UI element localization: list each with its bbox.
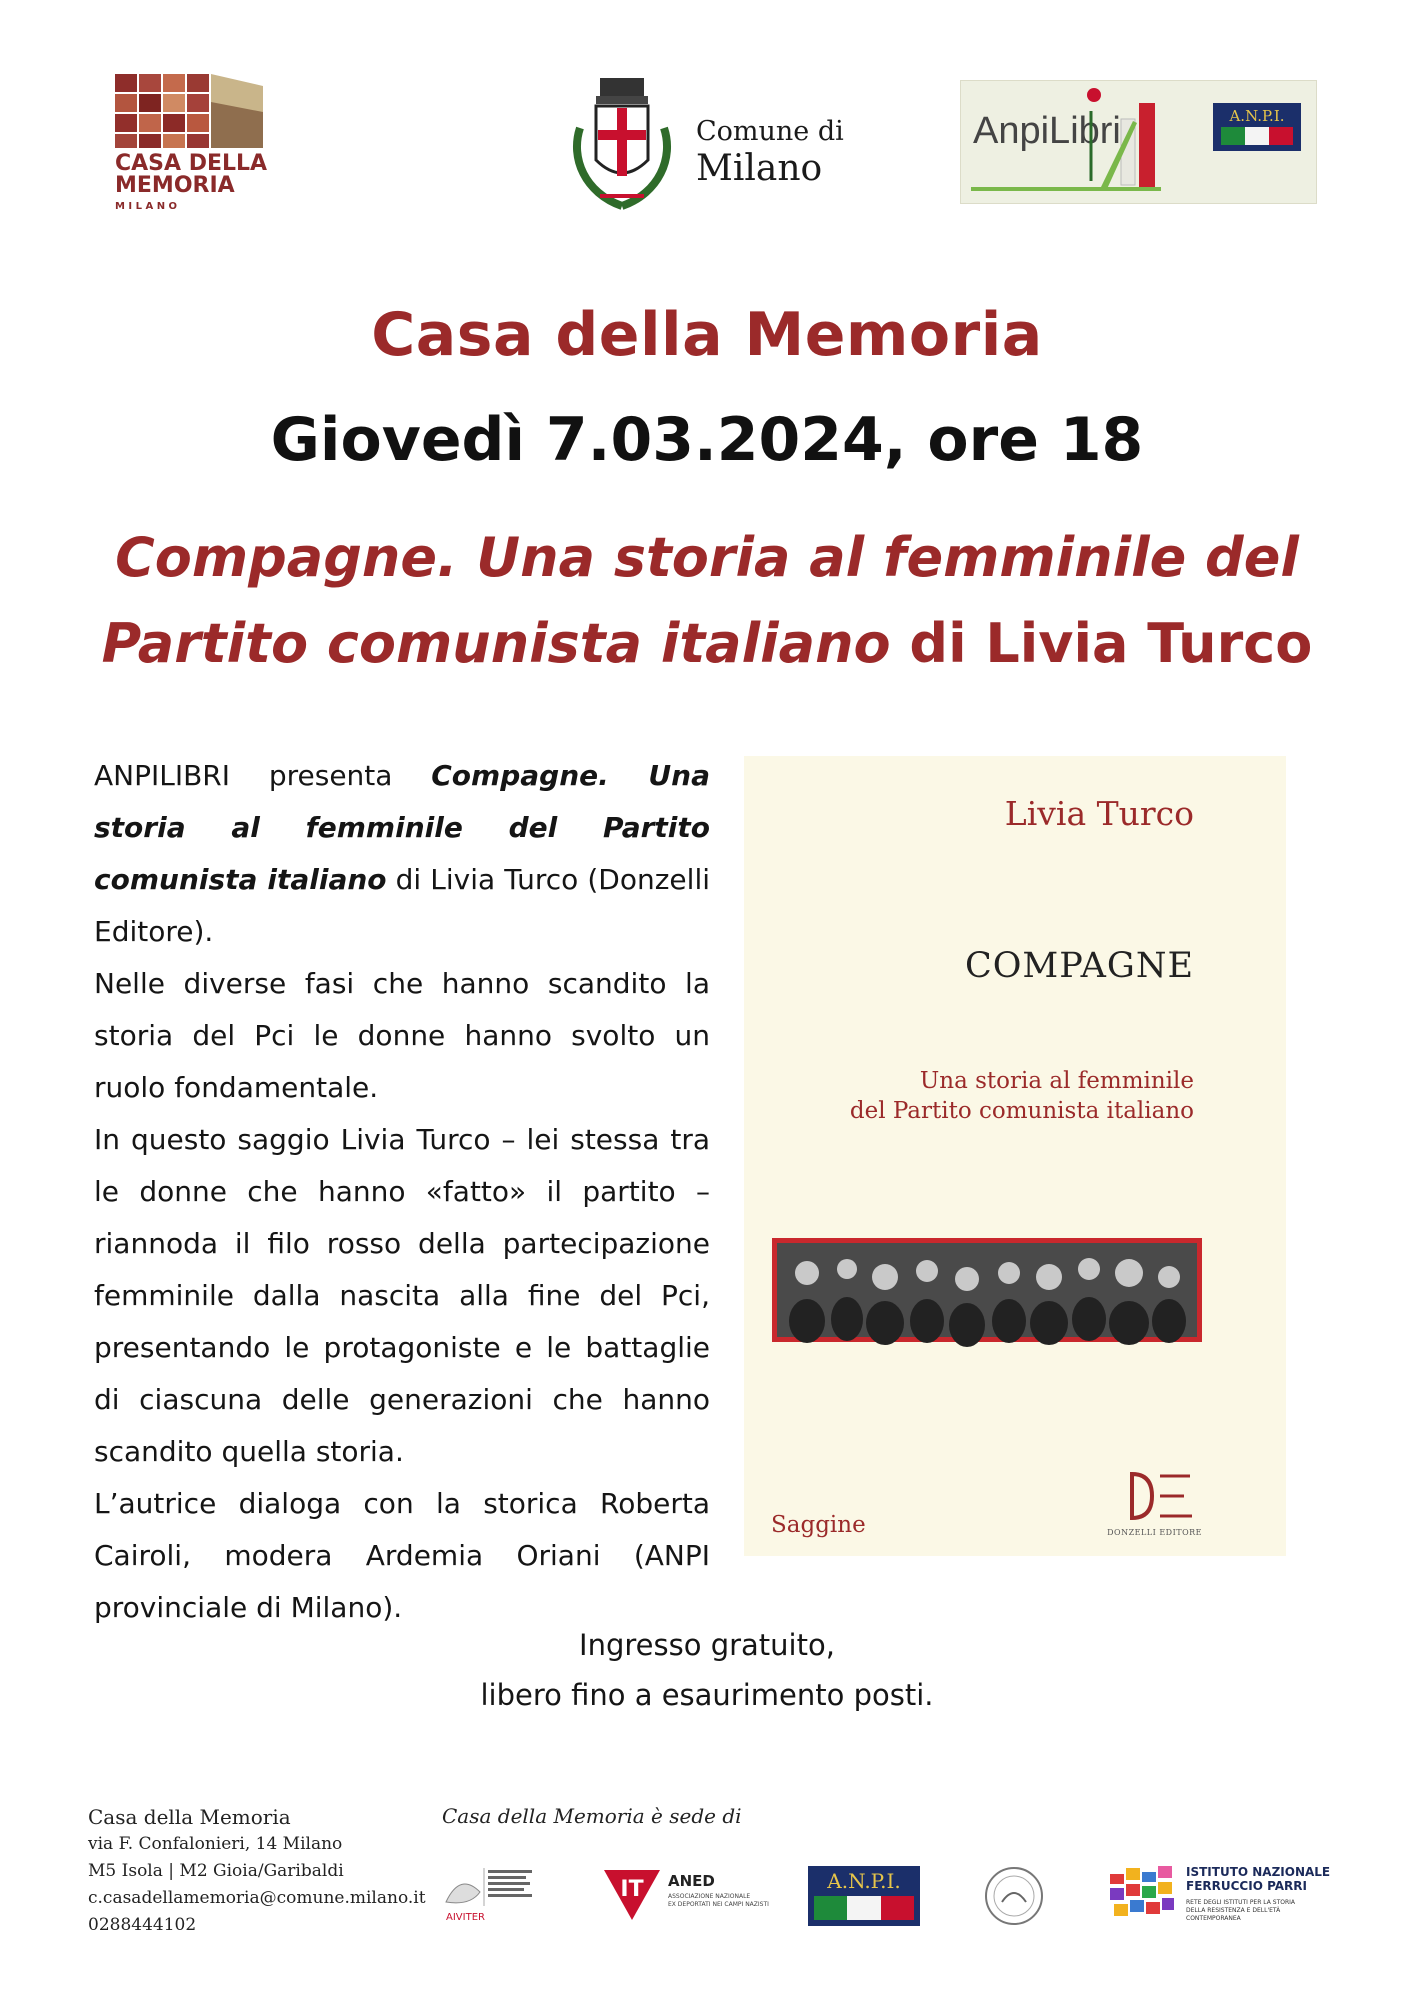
casa-logo-line1: CASA DELLA	[115, 151, 268, 176]
parri-line2: FERRUCCIO PARRI	[1186, 1879, 1308, 1893]
parri-mosaic-icon	[1110, 1866, 1174, 1916]
anpi-badge-icon	[1213, 103, 1301, 151]
anpi-name: A.N.P.I.	[827, 1869, 901, 1893]
aned-sub2: EX DEPORTATI NEI CAMPI NAZISTI	[668, 1901, 769, 1908]
comune-logo-line1: Comune di	[696, 116, 844, 147]
footer-name: Casa della Memoria	[88, 1805, 291, 1829]
svg-text:IT: IT	[620, 1877, 644, 1902]
footer-email[interactable]: c.casadellamemoria@comune.milano.it	[88, 1888, 426, 1908]
aned-name: ANED	[668, 1872, 715, 1890]
venue-title: Casa della Memoria	[371, 300, 1043, 370]
book-title-line2: Partito comunista italiano	[101, 612, 891, 675]
book-title	[0, 515, 1414, 687]
cover-photo	[772, 1238, 1202, 1342]
cover-title: COMPAGNE	[964, 946, 1194, 986]
book-title-line1: Compagne. Una storia al femminile del	[115, 526, 1299, 589]
parri-line5: CONTEMPORANEA	[1186, 1915, 1241, 1922]
casa-logo-line2: MEMORIA	[115, 173, 235, 198]
comune-logo-line2: Milano	[696, 148, 823, 189]
description-paragraph-1: ANPILIBRI presenta Compagne. Una storia al femminile del Partito comunista italiano di Livia Turco (Donzelli Editore).	[94, 759, 710, 948]
book-cover	[744, 756, 1286, 1556]
footer-address	[88, 1804, 426, 1939]
anpi-badge-text: A.N.P.I.	[1229, 107, 1285, 125]
anpilibri-logo	[960, 80, 1317, 204]
donzelli-logo-icon	[1122, 1466, 1202, 1526]
seal-logo	[982, 1864, 1046, 1928]
milano-crest-icon	[577, 78, 667, 206]
book-author: di Livia Turco	[890, 612, 1313, 675]
description-paragraph-2: Nelle diverse fasi che hanno scandito la storia del Pci le donne hanno svolto un ruolo fondamentale.	[94, 967, 710, 1104]
parri-line3: RETE DEGLI ISTITUTI PER LA STORIA	[1186, 1899, 1296, 1906]
footer-metro: M5 Isola | M2 Gioia/Garibaldi	[88, 1861, 344, 1881]
footer-street: via F. Confalonieri, 14 Milano	[88, 1834, 343, 1854]
cover-publisher: DONZELLI EDITORE	[1107, 1528, 1202, 1537]
casa-logo-line3: M I L A N O	[115, 201, 178, 212]
comune-di-milano-logo	[560, 68, 870, 213]
aned-logo	[602, 1866, 769, 1926]
anpi-logo	[808, 1866, 920, 1926]
parri-institute-logo	[1108, 1860, 1338, 1930]
bricks-icon	[115, 74, 263, 148]
cover-author: Livia Turco	[1004, 794, 1194, 833]
cover-subtitle-line2: del Partito comunista italiano	[849, 1098, 1194, 1124]
aned-sub1: ASSOCIAZIONE NAZIONALE	[668, 1893, 751, 1900]
aiviter-logo	[440, 1862, 540, 1926]
casa-della-memoria-logo	[113, 72, 273, 212]
anpilibri-name: AnpiLibri	[973, 110, 1121, 152]
cover-series: Saggine	[771, 1512, 866, 1538]
event-description	[94, 750, 710, 1634]
description-paragraph-4: L’autrice dialoga con la storica Roberta Cairoli, modera Ardemia Oriani (ANPI provinciale di Milano).	[94, 1487, 710, 1624]
parri-line1: ISTITUTO NAZIONALE	[1186, 1865, 1331, 1879]
entry-line1: Ingresso gratuito,	[579, 1628, 835, 1662]
footer-phone: 0288444102	[88, 1915, 197, 1935]
event-date: Giovedì 7.03.2024, ore 18	[270, 405, 1144, 475]
cover-subtitle-line1: Una storia al femminile	[919, 1068, 1194, 1094]
footer-seat-label: Casa della Memoria è sede di	[442, 1804, 742, 1828]
description-paragraph-3: In questo saggio Livia Turco – lei stessa tra le donne che hanno «fatto» il partito – riannoda il filo rosso della partecipazione femminile dalla nascita alla fine del Pci, presentando le protagoniste e le battaglie di ciascuna delle generazioni che hanno scandito quella storia.	[94, 1123, 710, 1468]
parri-line4: DELLA RESISTENZA E DELL'ETÀ	[1186, 1907, 1281, 1914]
aiviter-name: AIVITER	[446, 1912, 485, 1923]
entry-line2: libero fino a esaurimento posti.	[480, 1678, 934, 1712]
